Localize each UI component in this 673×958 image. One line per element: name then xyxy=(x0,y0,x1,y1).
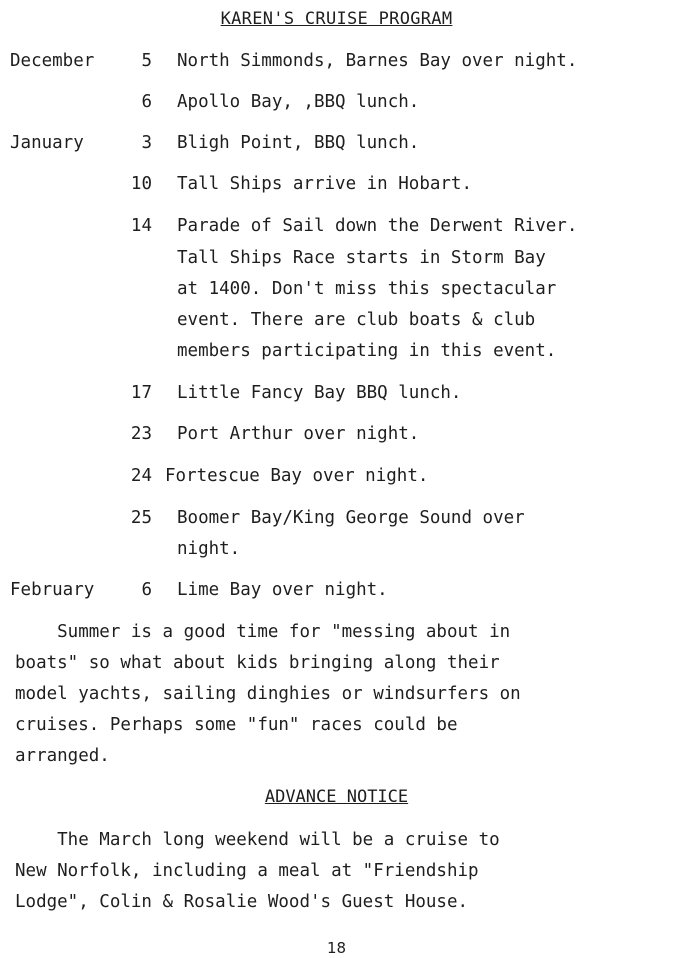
summer-paragraph-line: model yachts, sailing dinghies or windsurfers on xyxy=(15,684,521,704)
notice-paragraph-line: The March long weekend will be a cruise to xyxy=(15,830,500,850)
schedule-event-continued: at 1400. Don't miss this spectacular xyxy=(177,279,557,299)
schedule-day: 3 xyxy=(141,133,152,153)
advance-notice-heading: ADVANCE NOTICE xyxy=(264,787,409,807)
schedule-event-continued: event. There are club boats & club xyxy=(177,310,536,330)
schedule-event: Little Fancy Bay BBQ lunch. xyxy=(177,383,462,403)
schedule-event: Fortescue Bay over night. xyxy=(165,466,429,486)
schedule-month-january: January xyxy=(10,133,84,153)
page-number: 18 xyxy=(326,939,347,957)
schedule-event: Port Arthur over night. xyxy=(177,424,420,444)
schedule-event: Bligh Point, BBQ lunch. xyxy=(177,133,420,153)
schedule-day: 24 xyxy=(130,466,152,486)
schedule-day: 14 xyxy=(130,216,152,236)
schedule-event: Boomer Bay/King George Sound over xyxy=(177,508,525,528)
schedule-event-continued: members participating in this event. xyxy=(177,341,557,361)
summer-paragraph-line: Summer is a good time for "messing about in xyxy=(15,622,511,642)
schedule-event-continued: Tall Ships Race starts in Storm Bay xyxy=(177,248,546,268)
schedule-day: 5 xyxy=(141,51,152,71)
schedule-event: Apollo Bay, ,BBQ lunch. xyxy=(177,92,420,112)
schedule-event: Parade of Sail down the Derwent River. xyxy=(177,216,578,236)
schedule-month-december: December xyxy=(10,51,95,71)
schedule-event: North Simmonds, Barnes Bay over night. xyxy=(177,51,578,71)
schedule-event-continued: night. xyxy=(177,539,241,559)
schedule-month-february: February xyxy=(10,580,95,600)
schedule-day: 17 xyxy=(130,383,152,403)
notice-paragraph-line: New Norfolk, including a meal at "Friendship xyxy=(15,861,479,881)
schedule-day: 23 xyxy=(130,424,152,444)
summer-paragraph-line: cruises. Perhaps some "fun" races could be xyxy=(15,715,458,735)
schedule-event: Tall Ships arrive in Hobart. xyxy=(177,174,473,194)
notice-paragraph-line: Lodge", Colin & Rosalie Wood's Guest House. xyxy=(15,892,469,912)
summer-paragraph-line: boats" so what about kids bringing along their xyxy=(15,653,500,673)
schedule-day: 6 xyxy=(141,92,152,112)
schedule-day: 10 xyxy=(130,174,152,194)
schedule-day: 25 xyxy=(130,508,152,528)
summer-paragraph-line: arranged. xyxy=(15,746,110,766)
schedule-day: 6 xyxy=(141,580,152,600)
schedule-event: Lime Bay over night. xyxy=(177,580,388,600)
page-title: KAREN'S CRUISE PROGRAM xyxy=(220,9,453,29)
